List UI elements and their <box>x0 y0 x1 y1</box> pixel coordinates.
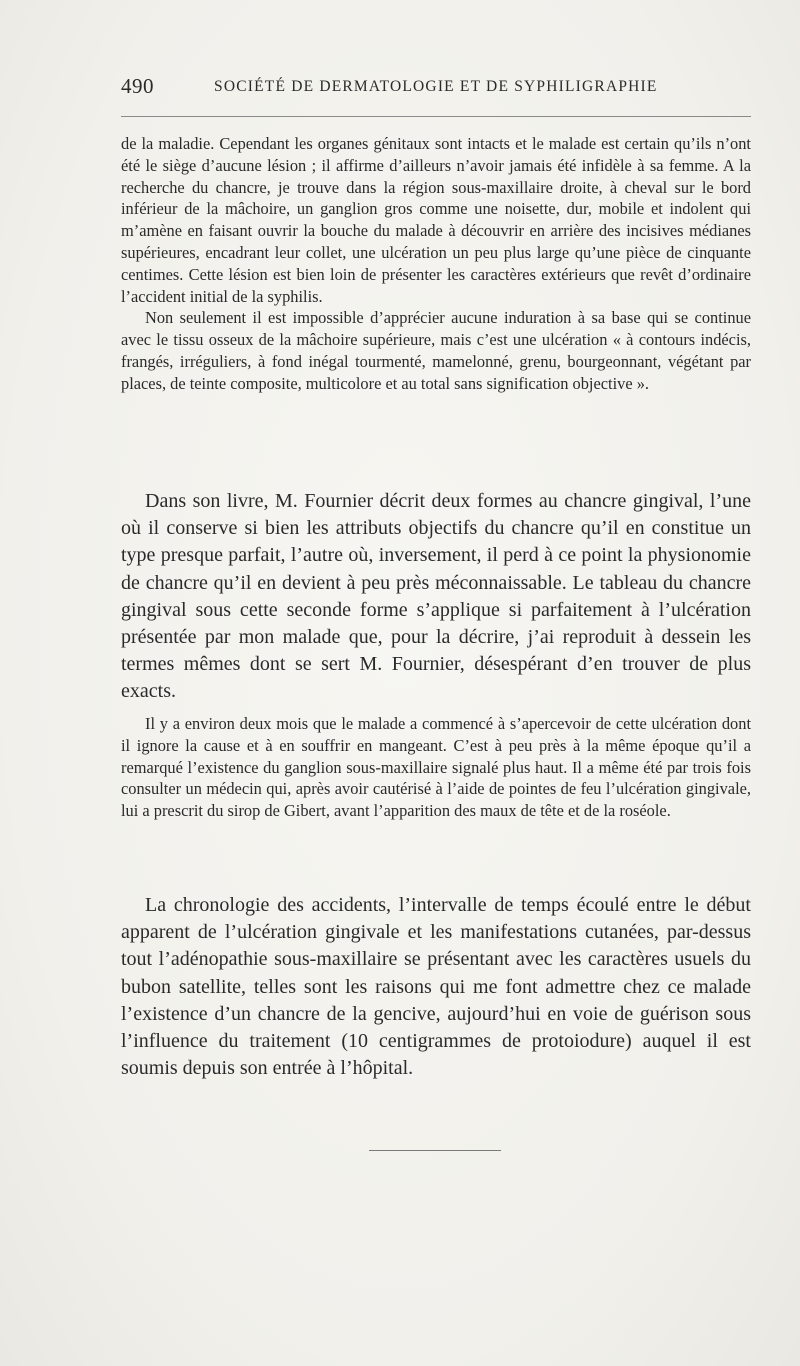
section-end-divider <box>369 1150 501 1151</box>
paragraph-history: Il y a environ deux mois que le malade a commencé à s’apercevoir de cette ulcération dont il ignore la cause et à en souffrir en mangeant. C’est à peu près à la même époque qu’il a remarqué l’existence du ganglion sous-maxillaire signalé plus haut. Il a même été par trois fois consulter un médecin qui, après avoir cautérisé à l’aide de pointes de feu l’ulcération gingivale, lui a prescrit du sirop de Gibert, avant l’apparition des maux de tête et de la roséole. <box>121 714 751 821</box>
page-number: 490 <box>121 74 154 98</box>
text-block-small-1 <box>121 133 751 395</box>
text-block-small-2 <box>121 713 751 822</box>
paragraph-continuation: de la maladie. Cependant les organes génitaux sont intacts et le malade est certain qu’ils n’ont été le siège d’aucune lésion ; il affirme d’ailleurs n’avoir jamais été infidèle à sa femme. A la recherche du chancre, je trouve dans la région sous-maxillaire droite, à cheval sur le bord inférieur de la mâchoire, un ganglion gros comme une noisette, dur, mobile et indolent qui m’amène en faisant ouvrir la bouche du malade à découvrir en arrière des incisives médianes supérieures, encadrant leur collet, une ulcération un peu plus large qu’une pièce de cinquante centimes. Cette lésion est bien loin de présenter les caractères extérieurs que revêt d’ordinaire l’accident initial de la syphilis. <box>121 134 751 306</box>
text-block-large-2 <box>121 892 751 1082</box>
paragraph-conclusion: La chronologie des accidents, l’intervalle de temps écoulé entre le début apparent de l’ulcération gingivale et les manifestations cutanées, par-dessus tout l’adénopathie sous-maxillaire se présentant avec les caractères usuels du bubon satellite, telles sont les raisons qui me font admettre chez ce malade l’existence d’un chancre de la gencive, aujourd’hui en voie de guérison sous l’influence du traitement (10 centigrammes de protoiodure) auquel il est soumis depuis son entrée à l’hôpital. <box>121 894 751 1080</box>
paragraph-quotation: Non seulement il est impossible d’apprécier aucune induration à sa base qui se continue avec le tissu osseux de la mâchoire supérieure, mais c’est une ulcération « à contours indécis, frangés, irréguliers, à fond inégal tourmenté, mamelonné, grenu, bourgeonnant, végétant par places, de teinte composite, multicolore et au total sans signification objective ». <box>121 308 751 393</box>
paragraph-fournier: Dans son livre, M. Fournier décrit deux formes au chancre gingival, l’une où il conserve si bien les attributs objectifs du chancre qu’il en constitue un type presque parfait, l’autre où, inversement, il perd à ce point la physionomie de chancre qu’il en devient à peu près méconnaissable. Le tableau du chancre gingival sous cette seconde forme s’applique si parfaitement à l’ulcération présentée par mon malade que, pour la décrire, j’ai reproduit à dessein les termes mêmes dont se sert M. Fournier, désespérant d’en trouver de plus exacts. <box>121 490 751 703</box>
running-title: SOCIÉTÉ DE DERMATOLOGIE ET DE SYPHILIGRAPHIE <box>214 78 658 95</box>
text-block-large-1 <box>121 488 751 706</box>
header-divider <box>121 116 751 117</box>
page-header <box>121 74 751 104</box>
